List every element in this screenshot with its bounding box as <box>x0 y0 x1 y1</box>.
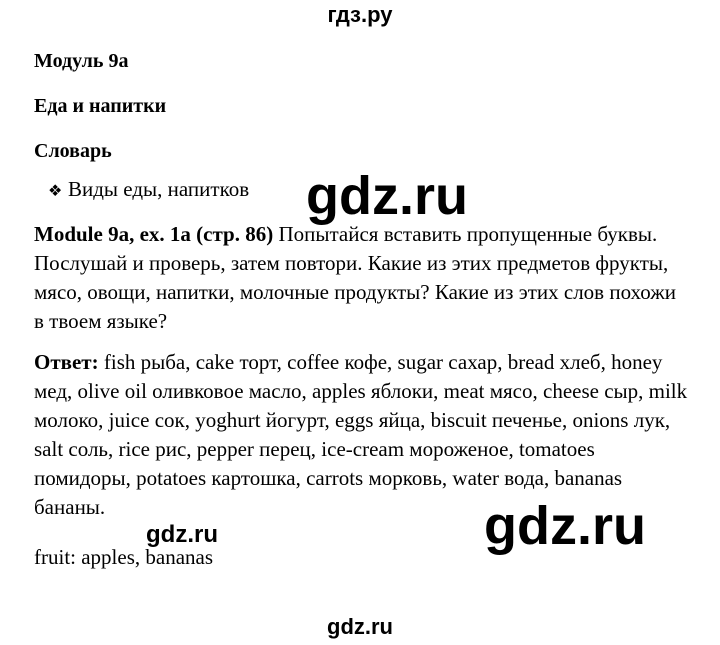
answer-text: fish рыба, cake торт, coffee кофе, sugar сахар, bread хлеб, honey мед, olive oil оливковое масло, apples яблоки, meat мясо, cheese сыр, milk молоко, juice сок, yoghurt йогурт, eggs яйца, biscuit печенье, onions лук, salt соль, rice рис, pepper перец, ice-cream мороженое, tomatoes помидоры, potatoes картошка, carrots морковь, water вода, bananas бананы. <box>34 350 688 519</box>
vocabulary-title: Словарь <box>34 140 112 162</box>
task-paragraph <box>34 220 684 336</box>
answer-label: Ответ: <box>34 350 99 374</box>
watermark-large-bottom: gdz.ru <box>484 496 646 556</box>
site-footer: gdz.ru <box>327 614 393 639</box>
task-label: Module 9a, ex. 1a (стр. 86) <box>34 222 274 246</box>
topic-title: Еда и напитки <box>34 95 167 117</box>
watermark-large-top: gdz.ru <box>306 166 468 226</box>
task-text: Попытайся вставить пропущенные буквы. Послушай и проверь, затем повтори. Какие из этих предметов фрукты, мясо, овощи, напитки, молочные продукты? Какие из этих слов похожи в твоем языке? <box>34 222 676 333</box>
site-header: гдз.ру <box>327 2 393 27</box>
vocabulary-bullet-item <box>48 175 249 205</box>
bullet-text: Виды еды, напитков <box>68 177 250 201</box>
fruit-line: fruit: apples, bananas <box>34 545 214 569</box>
diamond-bullet-icon: ❖ <box>48 181 63 200</box>
module-title: Модуль 9a <box>34 50 129 72</box>
watermark-small: gdz.ru <box>146 521 218 548</box>
